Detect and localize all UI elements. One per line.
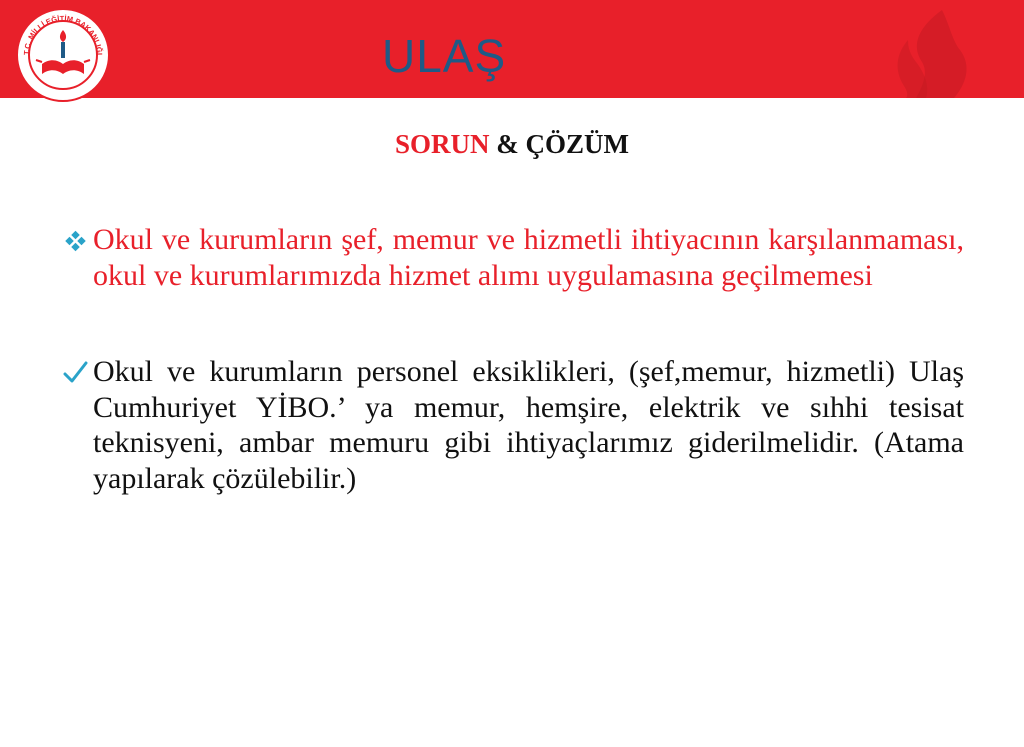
ministry-logo-icon — [16, 8, 110, 102]
slide-subtitle — [0, 127, 1024, 161]
bullet-problem — [62, 222, 964, 293]
bullet-solution — [62, 354, 964, 496]
flame-watermark-icon — [880, 6, 990, 98]
logo-text: T.C. MİLLİ EĞİTİM BAKANLIĞI — [21, 13, 105, 56]
checkmark-icon — [62, 354, 90, 390]
bullet-solution-text: Okul ve kurumların personel eksiklikleri, (şef,memur, hizmetli) Ulaş Cumhuriyet YİBO.’ ya memur, hemşire, elektrik ve sıhhi tesisat teknisyeni, ambar memuru gibi ihtiyaçlarımız giderilmelidir. (Atama yapılarak çözülebilir.) — [93, 355, 964, 495]
slide-title: ULAŞ — [382, 30, 507, 82]
subtitle-solution: & ÇÖZÜM — [489, 129, 629, 159]
subtitle-problem: SORUN — [395, 129, 490, 159]
bullet-problem-text: Okul ve kurumların şef, memur ve hizmetli ihtiyacının karşılanmaması, okul ve kurumlarımızda hizmet alımı uygulamasına geçilmemesi — [93, 223, 964, 292]
header-band — [0, 0, 1024, 98]
diamond-bullet-icon — [62, 222, 90, 258]
